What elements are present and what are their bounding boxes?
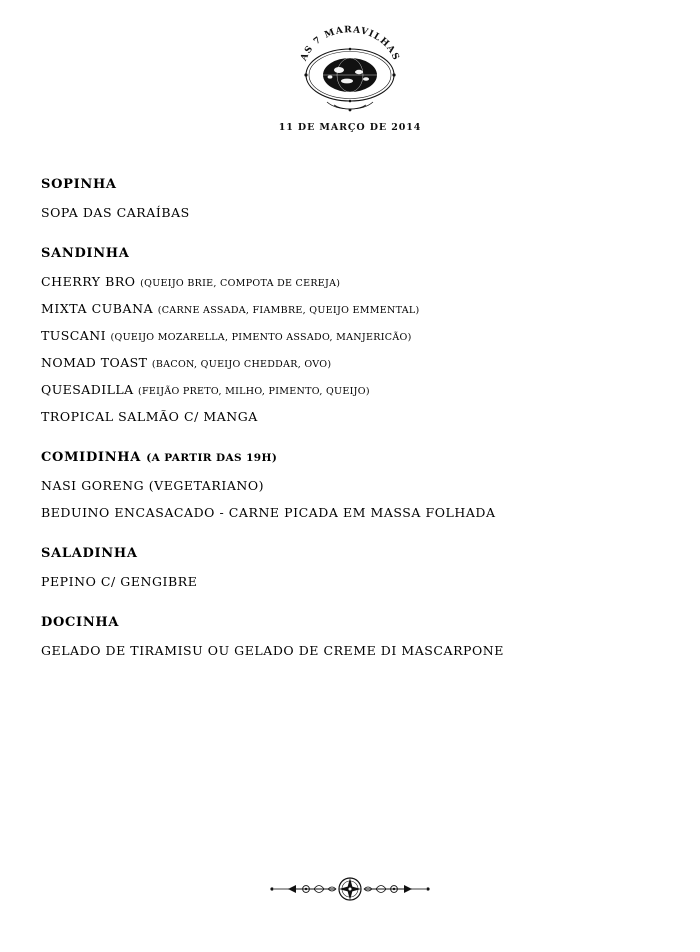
menu-item [41, 328, 670, 343]
menu-item [41, 382, 670, 397]
menu-item-desc: (QUEIJO BRIE, COMPOTA DE CEREJA) [140, 278, 341, 289]
menu-item [41, 301, 670, 316]
menu-date: 11 DE MARÇO DE 2014 [278, 122, 422, 133]
menu-item [41, 355, 670, 370]
section-title: DOCINHA [41, 615, 120, 630]
section-title-note: (A PARTIR DAS 19H) [146, 452, 278, 464]
section-title [41, 450, 670, 465]
compass-rose-divider-ornament [244, 872, 456, 906]
menu-item-name: NASI GORENG (VEGETARIANO) [41, 478, 265, 493]
menu-item-desc: (FEIJÃO PRETO, MILHO, PIMENTO, QUEIJO) [138, 386, 370, 397]
section-title: SOPINHA [41, 177, 117, 192]
menu-item-name: MIXTA CUBANA [41, 301, 154, 316]
menu-item [41, 205, 670, 220]
menu-item-name: TROPICAL SALMÃO C/ MANGA [41, 409, 258, 424]
menu-item [41, 643, 670, 658]
menu-item-name: TUSCANI [41, 328, 107, 343]
menu-item [41, 574, 670, 589]
menu-section-saladinha [41, 546, 670, 589]
menu-section-docinha [41, 615, 670, 658]
section-title: SANDINHA [41, 246, 130, 261]
svg-text:AS 7 MARAVILHAS: AS 7 MARAVILHAS [299, 25, 401, 63]
menu-item [41, 409, 670, 424]
menu-item-desc: (CARNE ASSADA, FIAMBRE, QUEIJO EMMENTAL) [157, 305, 420, 316]
menu-item-name: SOPA DAS CARAÍBAS [41, 205, 190, 220]
menu-sections [0, 177, 700, 658]
menu-item [41, 505, 670, 520]
menu-item-name: NOMAD TOAST [41, 355, 148, 370]
menu-item-desc: (BACON, QUEIJO CHEDDAR, OVO) [151, 359, 332, 370]
menu-section-sandinha [41, 246, 670, 424]
menu-item-name: QUESADILLA [41, 382, 134, 397]
menu-item-name: CHERRY BRO [41, 274, 136, 289]
menu-item [41, 274, 670, 289]
menu-section-comidinha [41, 450, 670, 520]
section-title: SALADINHA [41, 546, 138, 561]
menu-item-name: BEDUINO ENCASACADO - CARNE PICADA EM MASSA FOLHADA [41, 505, 496, 520]
section-title-text: COMIDINHA [41, 450, 142, 465]
menu-item-desc: (QUEIJO MOZARELLA, PIMENTO ASSADO, MANJERICÃO) [110, 332, 412, 343]
menu-item-name: PEPINO C/ GENGIBRE [41, 574, 198, 589]
as-7-maravilhas-globe-logo [287, 12, 413, 112]
logo-container [0, 0, 700, 112]
menu-item-name: GELADO DE TIRAMISU OU GELADO DE CREME DI MASCARPONE [41, 643, 504, 658]
menu-item [41, 478, 670, 493]
menu-section-sopinha [41, 177, 670, 220]
footer-ornament-container [0, 872, 700, 906]
